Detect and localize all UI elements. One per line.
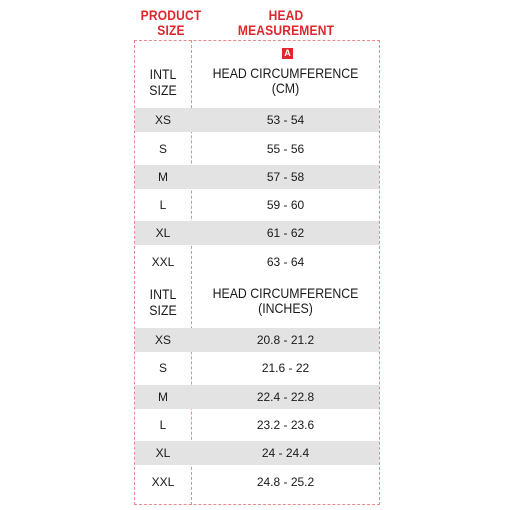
table-row — [135, 385, 379, 409]
label-line: SIZE — [149, 302, 177, 318]
value-cell: 24 - 24.4 — [261, 446, 310, 460]
size-cell: XS — [154, 333, 171, 347]
table-row — [135, 165, 379, 189]
section-header-inches — [135, 286, 379, 320]
header-line: HEAD — [268, 7, 304, 23]
size-cell: XXL — [151, 475, 175, 489]
head-circumference-label — [203, 66, 368, 96]
table-row — [135, 137, 379, 161]
value-cell: 61 - 62 — [266, 226, 305, 240]
label-line: INTL — [149, 66, 177, 82]
table-row — [135, 193, 379, 217]
value-cell: 53 - 54 — [266, 113, 305, 127]
table-row — [135, 221, 379, 245]
label-line: HEAD CIRCUMFERENCE — [212, 65, 359, 81]
size-cell: L — [159, 418, 167, 432]
value-cell: 24.8 - 25.2 — [256, 475, 315, 489]
size-cell: M — [158, 390, 168, 404]
value-cell: 20.8 - 21.2 — [256, 333, 315, 347]
label-line: INTL — [149, 286, 177, 302]
head-measurement-header — [234, 8, 337, 38]
product-size-header — [131, 8, 212, 38]
header-line: SIZE — [157, 22, 185, 38]
value-cell: 23.2 - 23.6 — [256, 418, 315, 432]
value-cell: 63 - 64 — [266, 255, 305, 269]
size-cell: XL — [155, 446, 171, 460]
size-cell: XL — [155, 226, 171, 240]
table-row — [135, 356, 379, 380]
size-cell: L — [159, 198, 167, 212]
value-cell: 57 - 58 — [266, 170, 305, 184]
value-cell: 55 - 56 — [266, 142, 305, 156]
intl-size-label — [138, 66, 187, 98]
value-cell: 59 - 60 — [266, 198, 305, 212]
size-cell: M — [158, 170, 168, 184]
section-header-cm — [135, 66, 379, 100]
label-line: (CM) — [271, 80, 300, 96]
intl-size-label — [138, 286, 187, 318]
table-row — [135, 470, 379, 494]
table-row — [135, 328, 379, 352]
label-line: HEAD CIRCUMFERENCE — [212, 285, 359, 301]
header-line: MEASUREMENT — [237, 22, 335, 38]
table-row — [135, 250, 379, 274]
label-line: (INCHES) — [258, 300, 313, 316]
size-cell: S — [158, 142, 167, 156]
table-row — [135, 413, 379, 437]
label-line: SIZE — [149, 82, 177, 98]
header-line: PRODUCT — [140, 7, 202, 23]
size-cell: XS — [154, 113, 171, 127]
table-row — [135, 441, 379, 465]
size-cell: S — [158, 361, 167, 375]
value-cell: 21.6 - 22 — [261, 361, 310, 375]
head-circumference-label — [203, 286, 368, 316]
size-cell: XXL — [151, 255, 175, 269]
value-cell: 22.4 - 22.8 — [256, 390, 315, 404]
table-row — [135, 108, 379, 132]
measurement-marker-badge: A — [282, 48, 293, 59]
